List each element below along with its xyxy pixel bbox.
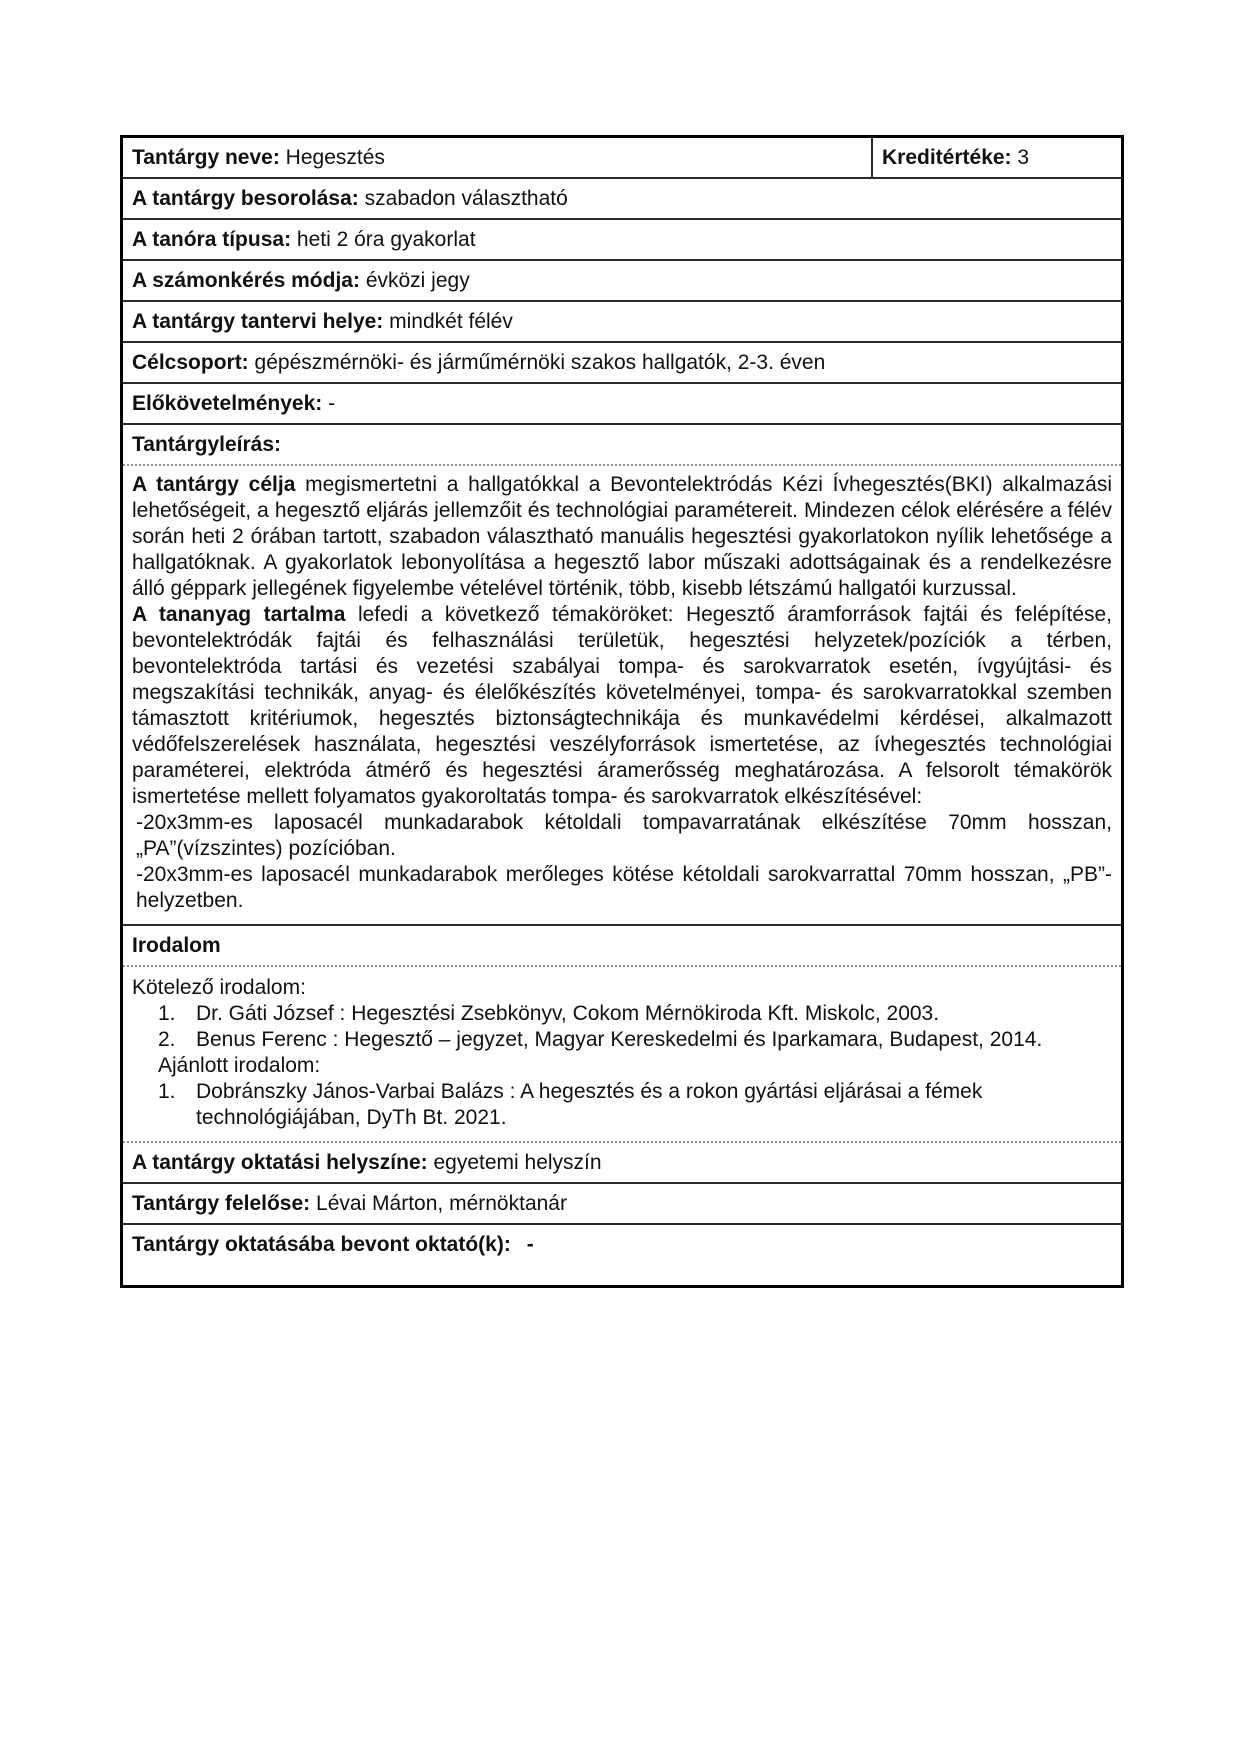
row-curriculum-place <box>123 300 1121 341</box>
row-description-header <box>123 423 1121 464</box>
literature-header-label: Irodalom <box>132 934 221 957</box>
list-number: 2. <box>158 1028 176 1051</box>
required-literature-item-1 <box>158 1001 1112 1027</box>
description-work-item-2: -20x3mm-es laposacél munkadarabok merőleges kötése kétoldali sarokvarrattal 70mm hosszan, „PB”-helyzetben. <box>136 863 1112 912</box>
teaching-location-label: A tantárgy oktatási helyszíne: <box>132 1151 428 1174</box>
credit-label: Kreditértéke: <box>882 146 1012 169</box>
prerequisites-label: Előkövetelmények: <box>132 392 323 415</box>
row-classification <box>123 177 1121 218</box>
recommended-literature-item-1 <box>158 1079 1112 1131</box>
lesson-type-value: heti 2 óra gyakorlat <box>296 228 476 251</box>
row-teaching-location <box>123 1141 1121 1182</box>
row-course-name <box>123 138 1121 177</box>
course-name-label: Tantárgy neve: <box>132 146 280 169</box>
curriculum-place-value: mindkét félév <box>389 310 513 333</box>
prerequisites-value: - <box>328 392 336 415</box>
credit-cell <box>871 138 1121 177</box>
recommended-literature-label: Ajánlott irodalom: <box>158 1054 321 1077</box>
description-goal-lead: A tantárgy célja <box>132 473 296 496</box>
involved-instructors-value: - <box>526 1233 534 1256</box>
required-literature-label: Kötelező irodalom: <box>132 976 306 999</box>
course-name-value: Hegesztés <box>285 146 385 169</box>
curriculum-place-label: A tantárgy tantervi helye: <box>132 310 384 333</box>
list-number: 1. <box>158 1080 176 1103</box>
involved-instructors-label: Tantárgy oktatásába bevont oktató(k): <box>132 1233 511 1256</box>
row-description-body <box>123 464 1121 924</box>
row-prerequisites <box>123 382 1121 423</box>
row-involved-instructors <box>123 1223 1121 1285</box>
teaching-location-value: egyetemi helyszín <box>433 1151 602 1174</box>
course-description-table <box>120 135 1124 1288</box>
target-group-label: Célcsoport: <box>132 351 249 374</box>
row-literature-header <box>123 924 1121 965</box>
course-responsible-value: Lévai Márton, mérnöktanár <box>316 1192 567 1215</box>
list-text: Dobránszky János-Varbai Balázs : A hegesztés és a rokon gyártási eljárásai a fémek technológiájában, DyTh Bt. 2021. <box>196 1080 983 1129</box>
course-responsible-label: Tantárgy felelőse: <box>132 1192 311 1215</box>
description-paragraph-content <box>132 602 1112 810</box>
classification-value: szabadon választható <box>364 187 568 210</box>
row-lesson-type <box>123 218 1121 259</box>
description-work-item-1: -20x3mm-es laposacél munkadarabok kétoldali tompavarratának elkészítése 70mm hosszan, „PA”(vízszintes) pozícióban. <box>136 811 1112 860</box>
assessment-label: A számonkérés módja: <box>132 269 360 292</box>
required-literature-item-2 <box>158 1027 1112 1053</box>
list-text: Benus Ferenc : Hegesztő – jegyzet, Magyar Kereskedelmi és Iparkamara, Budapest, 2014. <box>196 1028 1043 1051</box>
list-number: 1. <box>158 1002 176 1025</box>
row-literature-body <box>123 965 1121 1141</box>
assessment-value: évközi jegy <box>365 269 470 292</box>
description-content-lead: A tananyag tartalma <box>132 603 346 626</box>
course-name-cell <box>123 138 871 177</box>
classification-label: A tantárgy besorolása: <box>132 187 359 210</box>
description-paragraph-goal <box>132 472 1112 602</box>
row-course-responsible <box>123 1182 1121 1223</box>
description-content-text: lefedi a következő témaköröket: Hegesztő áramforrások fajtái és felépítése, bevontelektródák fajtái és felhasználási területük, hegesztési helyzetek/pozíciók a térben, bevontelektróda tartási és vezetési szabályai tompa- és sarokvarratok esetén, ívgyújtási- és megszakítási technikák, anyag- és élelőkészítés követelményei, tompa- és sarokvarratokkal szemben támasztott kritériumok, hegesztés biztonságtechnikája és munkavédelmi kérdései, alkalmazott védőfelszerelések használata, hegesztési veszélyforrások ismertetése, az ívhegesztés technológiai paraméterei, elektróda átmérő és hegesztési áramerősség meghatározása. A felsorolt témakörök ismertetése mellett folyamatos gyakoroltatás tompa- és sarokvarratok elkészítésével: <box>132 603 1113 808</box>
target-group-value: gépészmérnöki- és járműmérnöki szakos hallgatók, 2-3. éven <box>254 351 826 374</box>
row-assessment <box>123 259 1121 300</box>
row-target-group <box>123 341 1121 382</box>
description-header-label: Tantárgyleírás: <box>132 433 281 456</box>
credit-value: 3 <box>1017 146 1030 169</box>
list-text: Dr. Gáti József : Hegesztési Zsebkönyv, Cokom Mérnökiroda Kft. Miskolc, 2003. <box>196 1002 940 1025</box>
lesson-type-label: A tanóra típusa: <box>132 228 292 251</box>
description-goal-text: megismertetni a hallgatókkal a Bevontelektródás Kézi Ívhegesztés(BKI) alkalmazási lehetőségeit, a hegesztő eljárás jellemzőit és technológiai paramétereit. Mindezen célok elérésére a félév során heti 2 órában tartott, szabadon választható manuális hegesztési gyakorlatokon nyílik lehetősége a hallgatóknak. A gyakorlatok lebonyolítása a hegesztő labor műszaki adottságainak és a rendelkezésre álló géppark jellegének figyelembe vételével történik, több, kisebb létszámú hallgatói kurzussal. <box>132 473 1112 600</box>
